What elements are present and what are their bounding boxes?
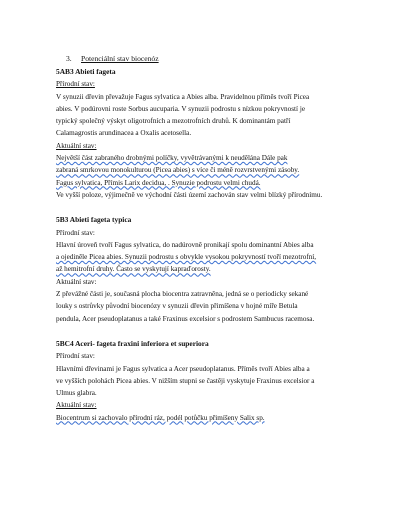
- text-line: louky s ostrůvky původní biocenózy v synuzii dřevin přimíšena v hojné míře Betula: [56, 302, 298, 311]
- text-line: Biocentrum si zachovalo přírodní ráz, podél potůčku přimíšeny Salix sp.: [56, 413, 265, 422]
- section-title: 5B3 Abieti fageta typica: [56, 215, 132, 225]
- text-line: Největší část zabraného drobnými políčky, vyvětrávanými k neudělána Dále pak: [56, 154, 288, 163]
- text-line: a ojediněle Picea abies. Synuzii podrostu s obvykle vysokou pokryvností tvoří mezotrofní,: [56, 253, 317, 262]
- heading-number: 3.: [66, 54, 72, 63]
- text-line: Hlavními dřevinami je Fagus sylvatica a Acer pseudoplatanus. Příměs tvoří Abies alba a: [56, 364, 310, 373]
- text-line: Ulmus glabra.: [56, 389, 97, 398]
- text-line: Ve vyšší poloze, výjimečně ve východní části území zachován stav velmi blízký přírodnímu.: [56, 190, 323, 199]
- natural-state-label: Přírodní stav:: [56, 352, 95, 361]
- text-line: zabraná smrkovou monokulturou (Picea abies) s více či méně rozvrstvenými zásoby.: [56, 166, 300, 175]
- text-line: V synuzii dřevin převažuje Fagus sylvatica a Abies alba. Pravidelnou příměs tvoří Picea: [56, 92, 310, 101]
- text-line: Hlavní úroveň tvoří Fagus sylvatica, do nadúrovně pronikají spolu dominantní Abies alba: [56, 240, 314, 249]
- text-line: pendula, Acer pseudoplatanus a také Fraxinus excelsior s podrostem Sambucus racemosa.: [56, 314, 315, 323]
- section-gap: [56, 325, 354, 338]
- text-line: typický společný výskyt oligotrofních a mezotrofních druhů. K dominantám patří: [56, 117, 291, 126]
- text-line: Fagus sylvatica, Přímis Larix decidua, . Synuzie podrostu velmi chudá.: [56, 178, 261, 187]
- heading-text: Potenciální stav biocenóz: [81, 54, 159, 63]
- natural-state-label: Přírodní stav:: [56, 80, 95, 89]
- current-state-label: Aktuální stav:: [56, 401, 97, 410]
- current-state-label: Aktuální stav:: [56, 277, 97, 286]
- document-body: [56, 66, 354, 424]
- section-gap: [56, 201, 354, 214]
- text-line: ve vyšších polohách Picea abies. V nižším stupni se častěji vyskytuje Fraxinus excelsior a: [56, 376, 315, 385]
- section-title: 5BC4 Aceri- fageta fraxini inferiora et superiora: [56, 338, 209, 348]
- text-line: abies. V podúrovni roste Sorbus aucuparia. V synuzii podrostu s nízkou pokryvností je: [56, 104, 306, 113]
- natural-state-label: Přírodní stav:: [56, 228, 95, 237]
- current-state-label: Aktuální stav:: [56, 141, 97, 150]
- section-heading: [66, 54, 159, 64]
- text-line: Calamagrostis arundinacea a Oxalis acetosella.: [56, 129, 192, 138]
- text-line: Z převážné části je, současná plocha biocentra zatravněna, jedná se o periodicky sekané: [56, 290, 309, 299]
- section-title: 5AB3 Abieti fageta: [56, 67, 116, 76]
- text-line: až hemitrofní druhy. Často se vyskytují kapraďorosty.: [56, 265, 211, 274]
